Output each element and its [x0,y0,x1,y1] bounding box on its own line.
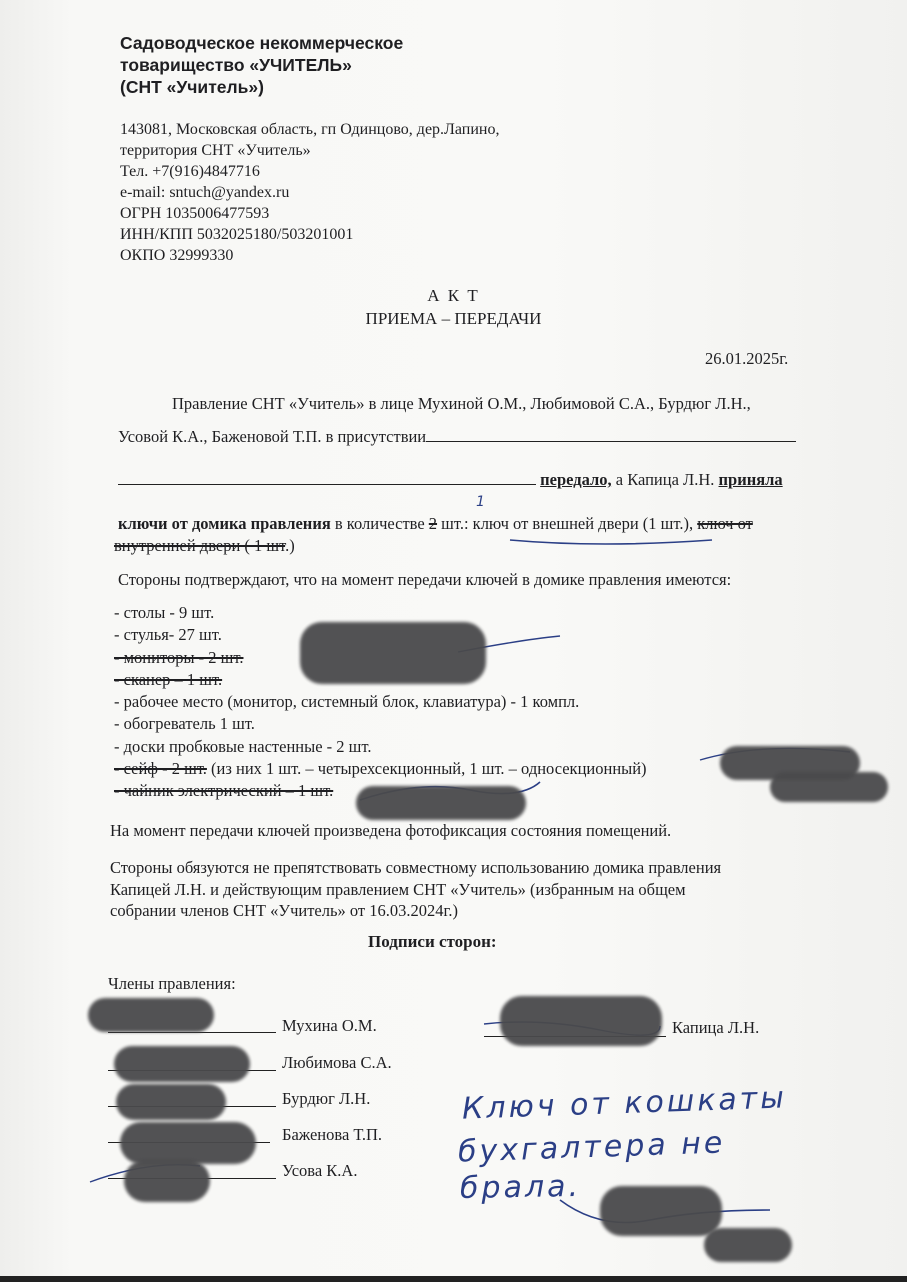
obligation-line-3: собрании членов СНТ «Учитель» от 16.03.2024г.) [110,901,459,920]
keys-count-correction: 1 [476,494,485,510]
member-name: Усова К.А. [282,1161,358,1180]
safe-struck: - сейф - 2 шт. [114,759,207,779]
keys-end: .) [285,536,295,555]
confirm-text: Стороны подтверждают, что на момент передачи ключей в домике правления имеются: [118,570,732,589]
redaction-blot [770,772,888,802]
redaction-blot [600,1186,722,1236]
handwritten-line-3: брала. [459,1168,582,1207]
inn-kpp: ИНН/КПП 5032025180/503201001 [120,226,354,243]
keys-count: 2 [428,514,438,533]
safe-rest: (из них 1 шт. – четырехсекционный, 1 шт. – односекционный) [206,759,647,779]
redaction-blot [500,996,662,1046]
member-name: Баженова Т.П. [282,1125,382,1144]
photo-edge [0,1276,907,1282]
list-item: - столы - 9 шт. [114,603,215,622]
okpo: ОКПО 32999330 [120,247,234,264]
redaction-blot [124,1160,210,1202]
handwritten-line-1: Ключ от кошкаты [461,1080,788,1127]
handwritten-line-2: бухгалтера не [457,1125,726,1170]
list-item: - стулья- 27 шт. [114,625,222,645]
ink-underline [510,540,712,544]
passed-word: передало, [540,470,612,489]
redaction-blot [356,786,526,820]
intro-and: а Капица Л.Н. [611,470,719,489]
intro-line-2-text: Усовой К.А., Баженовой Т.П. в присутствии [118,427,427,446]
ogrn: ОГРН 1035006477593 [120,205,270,222]
phone: Тел. +7(916)4847716 [120,163,260,180]
org-line-2: товарищество «УЧИТЕЛЬ» [120,55,352,75]
obligation-line-2: Капицей Л.Н. и действующим правлением СНТ «Учитель» (избранным на общем [110,879,686,899]
address-line-1: 143081, Московская область, гп Одинцово, дер.Лапино, [120,121,500,138]
photo-text: На момент передачи ключей произведена фотофиксация состояния помещений. [110,821,672,840]
list-item-struck: - сканер – 1 шт. [114,669,223,689]
list-item: - доски пробковые настенные - 2 шт. [114,736,372,756]
redaction-blot [116,1084,226,1120]
redaction-blot [120,1122,256,1164]
obligation-line-1: Стороны обязуются не препятствовать совместному использованию домика правления [110,858,722,877]
members-label: Члены правления: [108,974,236,993]
document-subtitle: ПРИЕМА – ПЕРЕДАЧИ [365,309,542,328]
keys-bold: ключи от домика правления [118,514,331,533]
member-name: Любимова С.А. [282,1053,392,1072]
member-name: Бурдюг Л.Н. [282,1089,371,1108]
redaction-blot [114,1046,250,1082]
redaction-blot [704,1228,792,1262]
keys-after: шт.: ключ от внешней двери (1 шт.), [437,514,698,533]
address-line-2: территория СНТ «Учитель» [120,142,311,159]
keys-struck-1: ключ от [697,514,753,533]
list-item-kettle: - чайник электрический – 1 шт. [114,781,334,801]
org-line-1: Садоводческое некоммерческое [120,33,404,53]
list-item: - рабочее место (монитор, системный блок, клавиатура) - 1 компл. [114,692,580,712]
list-item: - обогреватель 1 шт. [114,714,255,734]
document-title: А К Т [427,286,480,305]
member-name: Мухина О.М. [282,1016,377,1035]
email: e-mail: sntuch@yandex.ru [120,184,290,201]
document-date: 26.01.2025г. [705,349,789,368]
org-line-3: (СНТ «Учитель») [120,77,264,97]
list-item-struck: - мониторы - 2 шт. [114,647,244,667]
intro-line-1: Правление СНТ «Учитель» в лице Мухиной О.М., Любимовой С.А., Бурдюг Л.Н., [172,394,751,413]
signatures-heading: Подписи сторон: [368,932,497,951]
accepted-word: приняла [718,470,783,489]
other-party-name: Капица Л.Н. [672,1018,760,1037]
keys-rest: в количестве [330,514,429,533]
redaction-blot [300,622,486,684]
keys-struck-2: внутренней двери ( 1 шт [114,536,286,555]
redaction-blot [88,998,214,1032]
